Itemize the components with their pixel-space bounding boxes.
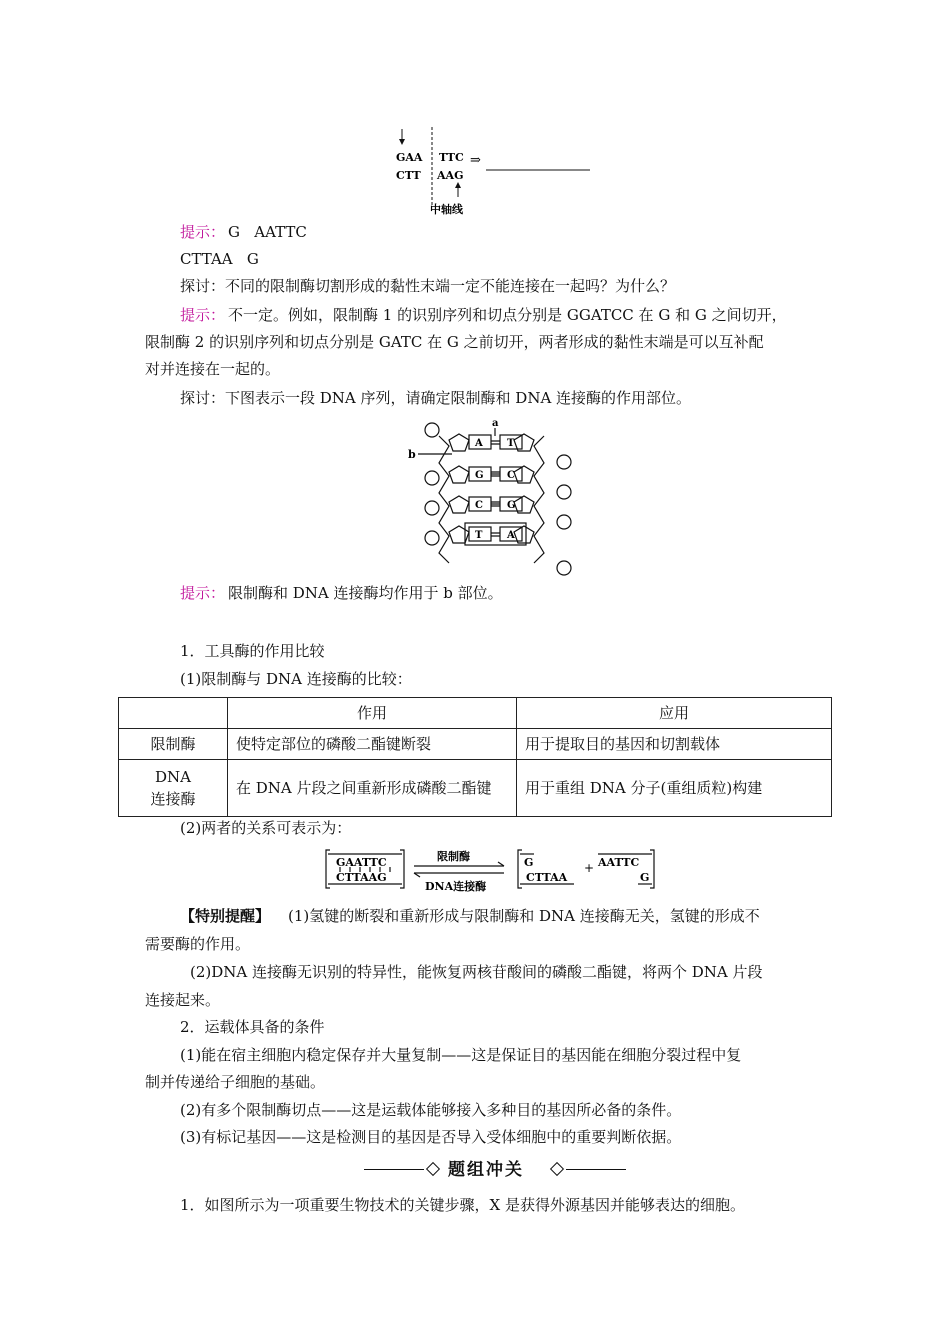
table-cell: 使特定部位的磷酸二酯键断裂 xyxy=(228,729,517,760)
label-b: b xyxy=(408,448,416,461)
table-cell-line: 连接酶 xyxy=(150,790,196,808)
frag2-bottom: G xyxy=(640,871,650,884)
seq-bottom-left: CTT xyxy=(396,169,421,182)
base-g: G xyxy=(475,470,484,481)
base-c: C xyxy=(475,500,483,511)
diamond-icon xyxy=(426,1162,440,1176)
base-g: G xyxy=(507,500,516,511)
table-cell: 在 DNA 片段之间重新形成磷酸二酯键 xyxy=(228,760,517,817)
axis-label: 中轴线 xyxy=(430,203,463,216)
right-arrow-icon: ⇒ xyxy=(470,153,481,168)
base-t: T xyxy=(507,438,515,449)
question-text: 1．如图所示为一项重要生物技术的关键步骤，X 是获得外源基因并能够表达的细胞。 xyxy=(180,1196,745,1214)
label-a: a xyxy=(492,418,499,429)
enzyme-relation-diagram xyxy=(322,846,662,894)
banner-rule-left xyxy=(364,1169,424,1170)
table-header-empty xyxy=(119,698,228,729)
special-note-label: 【特别提醒】 xyxy=(180,907,271,925)
condition-text: (2)有多个限制酶切点——这是运载体能够接入多种目的基因所必备的条件。 xyxy=(180,1101,682,1119)
enzyme-comparison-table xyxy=(118,697,832,817)
base-a: A xyxy=(507,530,515,541)
table-cell xyxy=(119,760,228,817)
table-header: 应用 xyxy=(517,698,832,729)
condition-text: 制并传递给子细胞的基础。 xyxy=(145,1073,326,1091)
answer-line: 不一定。例如，限制酶 1 的识别序列和切点分别是 GGATCC 在 G 和 G 之间切开， xyxy=(228,306,787,324)
condition-text: (3)有标记基因——这是检测目的基因是否导入受体细胞中的重要判断依据。 xyxy=(180,1128,682,1146)
base-t: T xyxy=(475,530,483,541)
hint-text: 限制酶和 DNA 连接酶均作用于 b 部位。 xyxy=(228,584,503,602)
diamond-icon xyxy=(550,1162,564,1176)
condition-text: (1)能在宿主细胞内稳定保存并大量复制——这是保证目的基因能在细胞分裂过程中复 xyxy=(180,1046,742,1064)
base-c: C xyxy=(507,470,515,481)
section-title: 1．工具酶的作用比较 xyxy=(180,642,325,660)
reverse-label: DNA连接酶 xyxy=(425,880,487,893)
frag1-top: G xyxy=(524,856,534,869)
seq-bottom-right: AAG xyxy=(437,169,464,182)
frag2-top: AATTC xyxy=(598,856,640,869)
plus-sign: + xyxy=(584,861,595,875)
table-cell: 用于提取目的基因和切割载体 xyxy=(517,729,832,760)
table-cell: 用于重组 DNA 分子(重组质粒)构建 xyxy=(517,760,832,817)
table-header: 作用 xyxy=(228,698,517,729)
banner-title: 题组冲关 xyxy=(448,1160,524,1180)
answer-line: 对并连接在一起的。 xyxy=(145,360,281,378)
hint-label: 提示： xyxy=(180,306,226,324)
banner-rule-right xyxy=(566,1169,626,1170)
special-note-text: (2)DNA 连接酶无识别的特异性，能恢复两核苷酸间的磷酸二酯键，将两个 DNA 片段 xyxy=(190,963,763,981)
hint-line-1: G AATTC xyxy=(228,223,307,241)
special-note-line xyxy=(180,906,760,926)
table-cell-line: DNA xyxy=(155,768,191,786)
answer-line: 限制酶 2 的识别序列和切点分别是 GATC 在 G 之前切开，两者形成的黏性末端是可以互补配 xyxy=(145,333,764,351)
dna-structure-diagram xyxy=(404,418,584,578)
section-banner xyxy=(364,1158,626,1182)
left-bottom-seq: CTTAAG xyxy=(336,871,387,884)
hint-label: 提示： xyxy=(180,584,226,602)
subsection-title: (2)两者的关系可表示为： xyxy=(180,819,352,837)
special-note-text: 需要酶的作用。 xyxy=(145,935,251,953)
seq-top-right: TTC xyxy=(439,151,464,164)
restriction-cut-diagram xyxy=(390,125,600,220)
special-note-text: 连接起来。 xyxy=(145,991,221,1009)
subsection-title: (1)限制酶与 DNA 连接酶的比较： xyxy=(180,670,412,688)
seq-top-left: GAA xyxy=(396,151,423,164)
table-cell: 限制酶 xyxy=(119,729,228,760)
forward-label: 限制酶 xyxy=(437,850,470,863)
section-title: 2．运载体具备的条件 xyxy=(180,1018,325,1036)
hint-line-2: CTTAA G xyxy=(180,250,259,268)
left-top-seq: GAATTC xyxy=(336,856,387,869)
base-a: A xyxy=(475,438,483,449)
frag1-bottom: CTTAA xyxy=(526,871,568,884)
discussion-question: 探讨：不同的限制酶切割形成的黏性末端一定不能连接在一起吗？为什么？ xyxy=(180,277,676,295)
discussion-question: 探讨：下图表示一段 DNA 序列，请确定限制酶和 DNA 连接酶的作用部位。 xyxy=(180,389,692,407)
special-note-text: (1)氢键的断裂和重新形成与限制酶和 DNA 连接酶无关，氢键的形成不 xyxy=(288,907,760,925)
hint-label: 提示： xyxy=(180,223,226,241)
